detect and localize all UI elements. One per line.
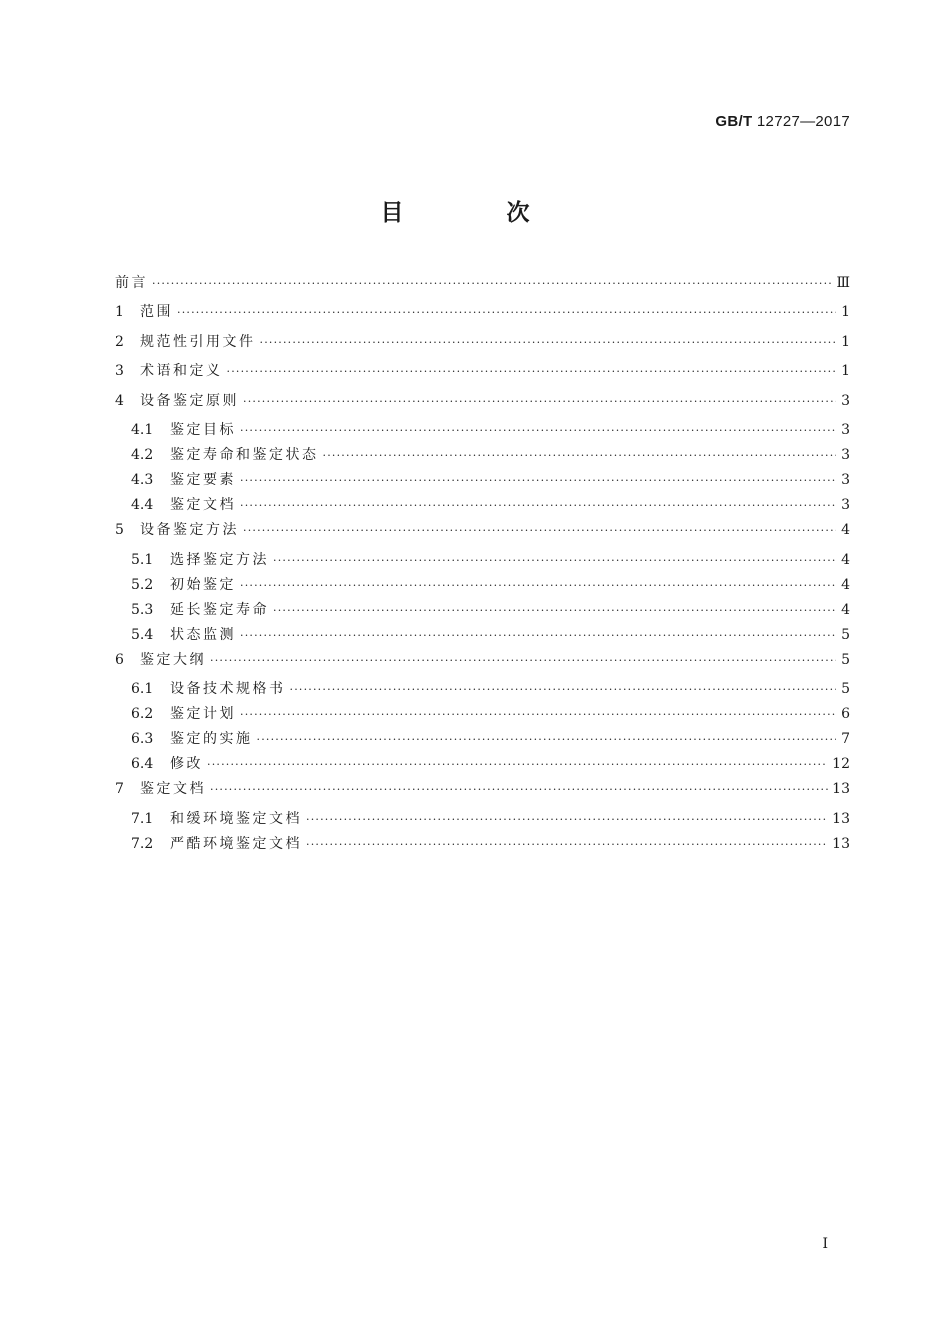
toc-entry[interactable] — [115, 331, 850, 361]
toc-entry-page: 5 — [841, 651, 850, 668]
toc-entry[interactable] — [115, 519, 850, 549]
table-of-contents — [115, 272, 850, 858]
toc-entry[interactable] — [115, 549, 850, 574]
toc-entry[interactable] — [115, 703, 850, 728]
toc-dot-leader — [210, 654, 836, 667]
toc-entry[interactable] — [115, 678, 850, 703]
standard-code — [715, 113, 850, 130]
toc-entry-title: 术语和定义 — [140, 363, 223, 379]
toc-entry-number: 5.3 — [131, 601, 154, 618]
standard-number: 12727—2017 — [756, 113, 850, 130]
toc-entry-number: 6.2 — [131, 706, 154, 722]
toc-entry-page: 1 — [841, 304, 850, 320]
toc-entry-page: 13 — [832, 810, 850, 827]
toc-entry[interactable] — [115, 833, 850, 858]
toc-dot-leader — [273, 554, 836, 567]
toc-entry-page: 1 — [841, 333, 850, 350]
toc-dot-leader — [210, 783, 828, 796]
toc-entry-page: 5 — [841, 626, 850, 643]
toc-dot-leader — [306, 838, 828, 851]
toc-entry-page: 1 — [841, 363, 850, 379]
toc-entry-number: 6.1 — [131, 681, 154, 697]
toc-dot-leader — [240, 629, 836, 642]
toc-dot-leader — [243, 524, 836, 537]
toc-entry-title: 状态监测 — [170, 626, 236, 643]
standard-prefix: GB/T — [715, 113, 753, 130]
toc-dot-leader — [152, 277, 832, 290]
toc-entry-number: 4.2 — [131, 447, 154, 463]
toc-entry-title: 鉴定计划 — [170, 706, 236, 722]
toc-entry-title: 鉴定目标 — [170, 422, 236, 438]
toc-entry-title: 鉴定寿命和鉴定状态 — [170, 447, 319, 463]
toc-entry-page: 4 — [841, 522, 850, 538]
toc-entry-number: 2 — [115, 333, 124, 350]
toc-entry-title: 设备技术规格书 — [170, 681, 286, 697]
toc-entry-page: 13 — [832, 781, 850, 797]
toc-entry-title: 规范性引用文件 — [140, 333, 256, 350]
toc-entry-number: 6 — [115, 651, 124, 668]
toc-entry-page: Ⅲ — [836, 275, 850, 291]
toc-entry-page: 3 — [841, 422, 850, 438]
page-number: I — [822, 1236, 828, 1252]
toc-entry[interactable] — [115, 469, 850, 494]
toc-entry[interactable] — [115, 808, 850, 833]
toc-entry-page: 3 — [841, 392, 850, 409]
toc-dot-leader — [260, 336, 837, 349]
toc-entry[interactable] — [115, 778, 850, 808]
toc-entry-page: 3 — [841, 472, 850, 488]
toc-dot-leader — [227, 365, 837, 378]
toc-entry-title: 鉴定文档 — [140, 781, 206, 797]
toc-dot-leader — [323, 449, 837, 462]
toc-entry-number: 5.2 — [131, 576, 154, 593]
toc-dot-leader — [207, 758, 828, 771]
toc-dot-leader — [240, 474, 836, 487]
toc-dot-leader — [240, 424, 836, 437]
toc-dot-leader — [306, 813, 828, 826]
toc-entry-title: 修改 — [170, 756, 203, 772]
toc-entry-number: 7 — [115, 781, 124, 797]
toc-entry-title: 鉴定文档 — [170, 497, 236, 513]
toc-entry-number: 5.4 — [131, 626, 154, 643]
toc-entry-title: 鉴定要素 — [170, 472, 236, 488]
toc-entry-page: 7 — [841, 731, 850, 747]
toc-entry[interactable] — [115, 753, 850, 778]
toc-entry-number: 5 — [115, 522, 124, 538]
toc-entry[interactable] — [115, 494, 850, 519]
toc-dot-leader — [273, 604, 836, 617]
toc-entry-title: 延长鉴定寿命 — [170, 601, 269, 618]
toc-entry-page: 6 — [841, 706, 850, 722]
toc-entry-number: 4 — [115, 392, 124, 409]
toc-entry-title: 严酷环境鉴定文档 — [170, 835, 302, 852]
toc-entry[interactable] — [115, 649, 850, 679]
toc-dot-leader — [240, 579, 836, 592]
toc-dot-leader — [290, 683, 837, 696]
toc-entry-number: 6.4 — [131, 756, 154, 772]
toc-entry-title: 鉴定的实施 — [170, 731, 253, 747]
toc-entry-number: 4.3 — [131, 472, 154, 488]
toc-entry-number: 6.3 — [131, 731, 154, 747]
toc-entry[interactable] — [115, 444, 850, 469]
toc-entry[interactable] — [115, 574, 850, 599]
toc-dot-leader — [240, 708, 836, 721]
toc-entry[interactable] — [115, 599, 850, 624]
toc-entry-page: 4 — [841, 551, 850, 568]
toc-entry-page: 3 — [841, 497, 850, 513]
toc-entry-page: 13 — [832, 835, 850, 852]
toc-entry[interactable] — [115, 419, 850, 444]
toc-entry-title: 前言 — [115, 275, 148, 291]
toc-dot-leader — [240, 499, 836, 512]
toc-entry-title: 范围 — [140, 304, 173, 320]
toc-dot-leader — [257, 733, 837, 746]
toc-entry-page: 3 — [841, 447, 850, 463]
toc-entry[interactable] — [115, 624, 850, 649]
toc-entry[interactable] — [115, 728, 850, 753]
toc-entry-page: 4 — [841, 601, 850, 618]
toc-entry-number: 4.4 — [131, 497, 154, 513]
toc-entry[interactable] — [115, 390, 850, 420]
toc-entry[interactable] — [115, 301, 850, 331]
toc-entry-number: 7.2 — [131, 835, 154, 852]
toc-dot-leader — [177, 306, 836, 319]
toc-entry-page: 5 — [841, 681, 850, 697]
toc-entry-number: 1 — [115, 304, 124, 320]
toc-entry[interactable] — [115, 360, 850, 390]
toc-entry-title: 和缓环境鉴定文档 — [170, 810, 302, 827]
toc-title: 目 次 — [380, 200, 570, 226]
toc-entry-page: 12 — [832, 756, 850, 772]
toc-entry-title: 初始鉴定 — [170, 576, 236, 593]
toc-entry-page: 4 — [841, 576, 850, 593]
toc-entry-title: 设备鉴定方法 — [140, 522, 239, 538]
toc-dot-leader — [243, 395, 836, 408]
toc-entry-title: 选择鉴定方法 — [170, 551, 269, 568]
toc-entry-title: 鉴定大纲 — [140, 651, 206, 668]
toc-entry[interactable] — [115, 272, 850, 301]
toc-entry-number: 5.1 — [131, 551, 154, 568]
toc-entry-title: 设备鉴定原则 — [140, 392, 239, 409]
toc-entry-number: 7.1 — [131, 810, 154, 827]
toc-entry-number: 3 — [115, 363, 124, 379]
toc-entry-number: 4.1 — [131, 422, 154, 438]
